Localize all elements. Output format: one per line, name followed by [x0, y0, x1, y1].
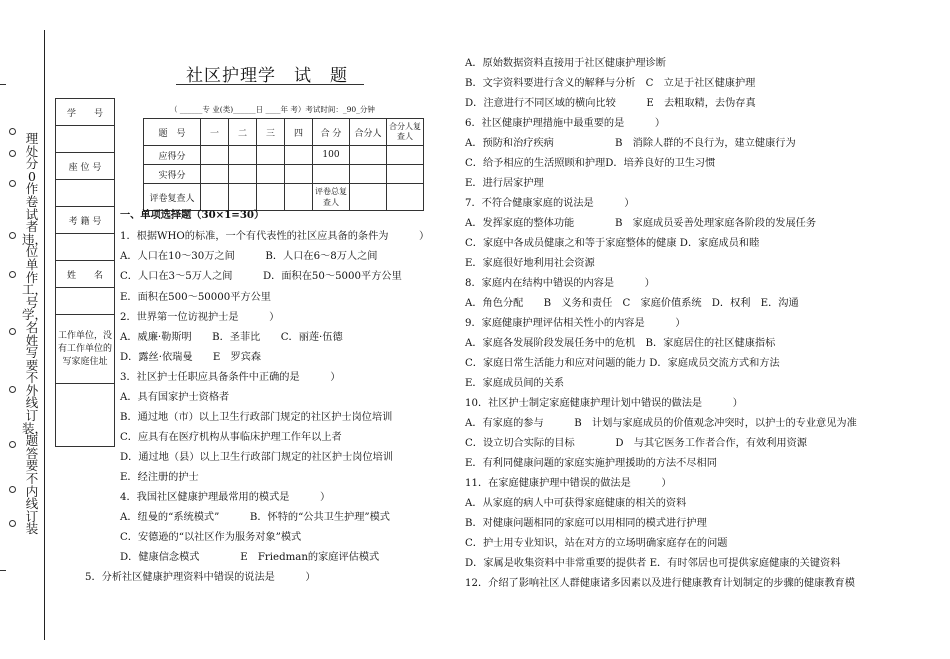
- binding-hole: [9, 386, 16, 393]
- score-header: 合 分: [313, 119, 350, 146]
- question-line: 1．根据WHO的标准，一个有代表性的社区应具备的条件为 ）: [120, 231, 430, 242]
- exam-no-label: 考 籍 号: [56, 207, 115, 234]
- option-line: C．家庭日常生活能力和应对问题的能力 D．家庭成员交流方式和方法: [465, 358, 780, 369]
- score-header: 二: [229, 119, 257, 146]
- question-line: 9．家庭健康护理评估相关性小的内容是 ）: [465, 318, 686, 329]
- score-cell[interactable]: [285, 184, 313, 211]
- score-cell[interactable]: [201, 184, 229, 211]
- title-underline: [176, 84, 364, 85]
- score-cell[interactable]: [257, 146, 285, 165]
- option-line: C．安德逊的“以社区作为服务对象”模式: [120, 532, 302, 543]
- binding-hole: [9, 486, 16, 493]
- score-table: [143, 118, 424, 211]
- score-header: 合分人复查人: [387, 119, 424, 146]
- option-line: A．威廉·勒斯明 B．圣菲比 C．丽莲·伍德: [120, 332, 343, 343]
- score-header: 一: [201, 119, 229, 146]
- question-line: 5．分析社区健康护理资料中错误的说法是 ）: [85, 572, 316, 583]
- binding-hole: [9, 441, 16, 448]
- option-line: B．对健康问题相同的家庭可以用相同的模式进行护理: [465, 518, 707, 529]
- question-line: 8．家庭内在结构中错误的内容是 ）: [465, 278, 655, 289]
- score-cell[interactable]: [229, 146, 257, 165]
- option-line: C．设立切合实际的目标 D 与其它医务工作者合作，有效利用资源: [465, 438, 807, 449]
- score-header: 合分人: [350, 119, 387, 146]
- option-line: E．家庭成员间的关系: [465, 378, 565, 389]
- seat-no-label: 座 位 号: [56, 153, 115, 180]
- score-cell[interactable]: [201, 165, 229, 184]
- question-line: 12．介绍了影响社区人群健康诸多因素以及进行健康教育计划制定的步骤的健康教育模: [465, 578, 855, 589]
- name-label: 姓 名: [56, 261, 115, 288]
- score-cell[interactable]: [285, 165, 313, 184]
- question-line: 2．世界第一位访视护士是 ）: [120, 312, 280, 323]
- page-title: 社区护理学 试 题: [186, 66, 348, 86]
- workplace-field[interactable]: [56, 384, 115, 447]
- student-info-table: [55, 98, 115, 447]
- name-field[interactable]: [56, 288, 115, 315]
- score-cell[interactable]: [350, 165, 387, 184]
- binding-hole: [9, 150, 16, 157]
- question-line: 6．社区健康护理措施中最重要的是 ）: [465, 118, 666, 129]
- option-line: A．预防和治疗疾病 B 消除人群的不良行为，建立健康行为: [465, 138, 796, 149]
- question-line: 11．在家庭健康护理中错误的做法是 ）: [465, 478, 672, 489]
- score-header: 四: [285, 119, 313, 146]
- score-cell[interactable]: [387, 184, 424, 211]
- total-score: 100: [313, 146, 350, 165]
- option-line: D．家属是收集资料中非常重要的提供者 E．有时邻居也可提供家庭健康的关键资料: [465, 558, 841, 569]
- workplace-label: [56, 315, 115, 384]
- option-line: E．有利同健康问题的家庭实施护理援助的方法不尽相同: [465, 458, 717, 469]
- exam-subtitle: （ ______专 业(类)______日 ____年 考）考试时间：_90_分钟: [170, 105, 375, 114]
- binding-hole: [9, 328, 16, 335]
- row-label-reviewer: 评卷复查人: [144, 184, 201, 211]
- score-header: 三: [257, 119, 285, 146]
- option-line: D．露丝·依瑞曼 E 罗宾森: [120, 352, 262, 363]
- score-cell[interactable]: [257, 165, 285, 184]
- option-line: C．家庭中各成员健康之和等于家庭整体的健康 D．家庭成员和睦: [465, 238, 760, 249]
- option-line: B．通过地（市）以上卫生行政部门规定的社区护士岗位培训: [120, 412, 393, 423]
- binding-notice: 理处分0作卷试者违，位单作工，号学，名姓写要不外线订装，题答要不内线订装: [22, 131, 48, 537]
- exam-no-field[interactable]: [56, 234, 115, 261]
- option-line: E．经注册的护士: [120, 472, 199, 483]
- student-id-label: 学 号: [56, 99, 115, 126]
- option-line: C．人口在3～5万人之间 D．面积在50～5000平方公里: [120, 271, 402, 282]
- margin-tick: [0, 84, 6, 85]
- score-cell[interactable]: [350, 184, 387, 211]
- option-line: D．健康信念模式 E Friedman的家庭评估模式: [120, 552, 380, 563]
- score-header: 题 号: [144, 119, 201, 146]
- score-cell[interactable]: [285, 146, 313, 165]
- row-label-actual: 实得分: [144, 165, 201, 184]
- score-cell[interactable]: [229, 184, 257, 211]
- question-line: 7．不符合健康家庭的说法是 ）: [465, 198, 635, 209]
- option-line: A．角色分配 B 义务和责任 C 家庭价值系统 D．权利 E．沟通: [465, 298, 799, 309]
- binding-hole: [9, 520, 16, 527]
- student-id-field[interactable]: [56, 126, 115, 153]
- question-line: 3．社区护士任职应具备条件中正确的是 ）: [120, 372, 341, 383]
- option-line: E．进行居家护理: [465, 178, 544, 189]
- section-heading: 一、单项选择题（30×1=30）: [120, 209, 265, 221]
- option-line: A．具有国家护士资格者: [120, 392, 230, 403]
- option-line: C．护士用专业知识，站在对方的立场明确家庭存在的问题: [465, 538, 728, 549]
- option-line: D．注意进行不同区域的横向比较 E 去粗取精，去伪存真: [465, 98, 756, 109]
- workplace-label-line: 工作单位，没: [57, 330, 112, 341]
- option-line: E．面积在500～50000平方公里: [120, 292, 271, 303]
- workplace-label-line: 写家庭住址: [62, 356, 108, 367]
- margin-tick: [0, 570, 6, 571]
- score-cell[interactable]: [201, 146, 229, 165]
- option-line: A．从家庭的病人中可获得家庭健康的相关的资料: [465, 498, 687, 509]
- question-line: 10．社区护士制定家庭健康护理计划中错误的做法是 ）: [465, 398, 743, 409]
- score-cell[interactable]: [313, 165, 350, 184]
- option-line: A．发挥家庭的整体功能 B 家庭成员妥善处理家庭各阶段的发展任务: [465, 218, 817, 229]
- option-line: A．人口在10～30万之间 B．人口在6～8万人之间: [120, 251, 378, 262]
- row-label-expected: 应得分: [144, 146, 201, 165]
- score-cell[interactable]: [229, 165, 257, 184]
- option-line: A．原始数据资料直接用于社区健康护理诊断: [465, 58, 666, 69]
- score-cell[interactable]: [257, 184, 285, 211]
- option-line: C．给予相应的生活照顾和护理D．培养良好的卫生习惯: [465, 158, 716, 169]
- workplace-label-line: 有工作单位的: [57, 343, 112, 354]
- option-line: A．纽曼的“系统模式” B．怀特的“公共卫生护理”模式: [120, 512, 390, 523]
- binding-line: [44, 30, 45, 640]
- option-line: B．文字资料要进行含义的解释与分析 C 立足于社区健康护理: [465, 78, 756, 89]
- option-line: D．通过地（县）以上卫生行政部门规定的社区护士岗位培训: [120, 452, 394, 463]
- binding-hole: [9, 128, 16, 135]
- score-cell[interactable]: [387, 165, 424, 184]
- score-cell[interactable]: [350, 146, 387, 165]
- question-line: 4．我国社区健康护理最常用的模式是 ）: [120, 492, 331, 503]
- score-cell[interactable]: [387, 146, 424, 165]
- option-line: C．应具有在医疗机构从事临床护理工作年以上者: [120, 432, 342, 443]
- option-line: A．家庭各发展阶段发展任务中的危机 B．家庭居住的社区健康指标: [465, 338, 776, 349]
- option-line: A．有家庭的参与 B 计划与家庭成员的价值观念冲突时，以护士的专业意见为准: [465, 418, 857, 429]
- seat-no-field[interactable]: [56, 180, 115, 207]
- binding-hole: [9, 271, 16, 278]
- binding-hole: [9, 232, 16, 239]
- total-reviewer-label: 评卷总复查人: [313, 184, 350, 211]
- option-line: E．家庭很好地利用社会资源: [465, 258, 595, 269]
- binding-hole: [9, 180, 16, 187]
